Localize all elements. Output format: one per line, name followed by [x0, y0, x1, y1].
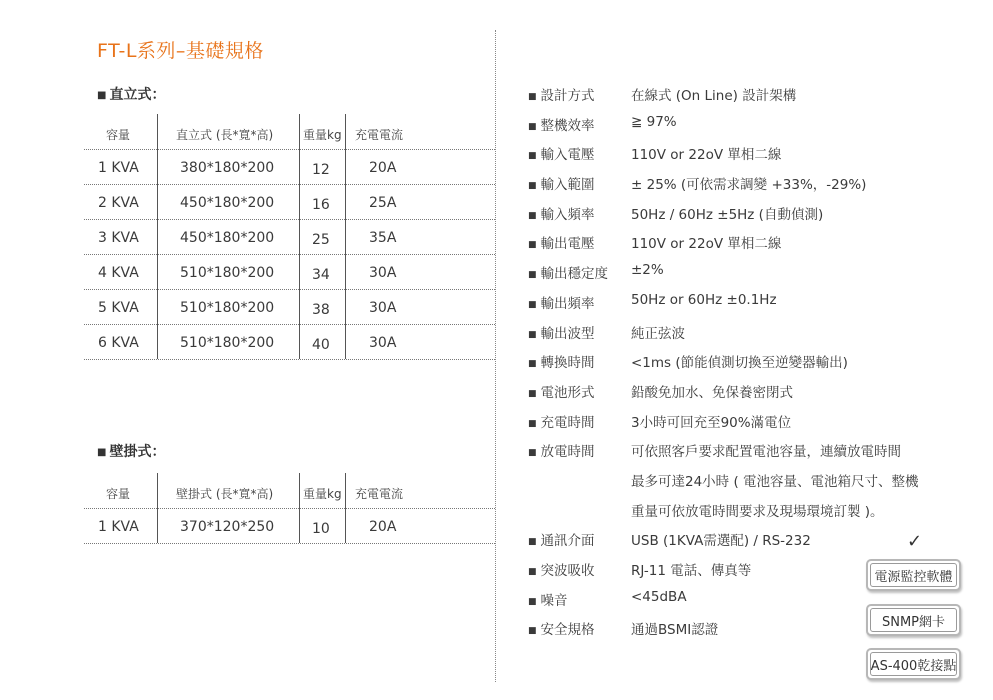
- spec-label-text: 輸出頻率: [540, 295, 595, 312]
- column-separator: [495, 30, 496, 682]
- cell-capacity: 6 KVA: [98, 335, 139, 351]
- spec-label: [528, 262, 608, 282]
- spec-bullet: ■: [528, 299, 537, 310]
- spec-label-text: 電池形式: [540, 384, 595, 401]
- spec-item: [528, 525, 928, 555]
- header-capacity: 容量: [106, 128, 131, 142]
- spec-label-text: 輸入範圍: [540, 177, 595, 194]
- spec-item: [528, 407, 928, 437]
- spec-item: [528, 80, 928, 110]
- spec-value: USB (1KVA需選配) / RS-232: [631, 533, 811, 550]
- header-dimensions: 直立式 (長*寬*高): [176, 128, 274, 142]
- section-bullet: ■: [97, 447, 107, 458]
- table-header-row: [84, 114, 495, 150]
- spec-value: 50Hz or 60Hz ±0.1Hz: [631, 291, 777, 308]
- monitoring-software-button[interactable]: 電源監控軟體: [866, 559, 961, 591]
- spec-label: [528, 84, 595, 104]
- cell-charge-current: 30A: [369, 265, 397, 281]
- spec-label-text: 突波吸收: [540, 563, 595, 579]
- spec-label: [528, 381, 595, 401]
- wall-heading: 壁掛式：: [109, 444, 166, 460]
- spec-value: RJ-11 電話、傳真等: [631, 563, 752, 579]
- wall-section-title: [97, 441, 165, 461]
- cell-weight: 34: [312, 267, 330, 283]
- spec-label-text: 整機效率: [540, 117, 595, 134]
- cell-dimensions: 450*180*200: [180, 230, 275, 246]
- header-charge-current: 充電電流: [355, 128, 404, 142]
- spec-item: [528, 199, 928, 229]
- spec-value: 50Hz / 60Hz ±5Hz (自動偵測): [631, 206, 824, 223]
- spec-bullet: ■: [528, 181, 537, 192]
- spec-label: [528, 203, 595, 223]
- spec-item: [528, 288, 928, 318]
- standing-heading: 直立式：: [109, 87, 166, 103]
- spec-label-text: 充電時間: [540, 414, 595, 431]
- spec-item: [528, 169, 928, 199]
- spec-value: 可依照客戶要求配置電池容量，連續放電時間: [631, 444, 901, 461]
- spec-label: [528, 292, 595, 312]
- spec-bullet: ■: [528, 92, 537, 102]
- cell-capacity: 1 KVA: [98, 519, 139, 535]
- spec-bullet: ■: [528, 537, 537, 548]
- cell-dimensions: 510*180*200: [180, 265, 275, 281]
- spec-label: [528, 440, 595, 460]
- cell-capacity: 5 KVA: [98, 300, 139, 316]
- cell-capacity: 4 KVA: [98, 265, 139, 281]
- spec-value: 最多可達24小時 ( 電池容量、電池箱尺寸、整機: [631, 473, 919, 490]
- cell-weight: 10: [312, 521, 330, 537]
- cell-charge-current: 20A: [369, 519, 397, 535]
- cell-dimensions: 370*120*250: [180, 519, 275, 535]
- spec-item: [528, 110, 928, 140]
- table-row: [84, 255, 495, 290]
- cell-weight: 40: [312, 337, 330, 353]
- column-divider: [299, 114, 300, 359]
- header-capacity: 容量: [106, 487, 131, 501]
- spec-value: ±2%: [631, 262, 664, 279]
- spec-item: [528, 318, 928, 348]
- spec-bullet: ■: [528, 151, 537, 162]
- page-title: FT-L系列–基礎規格: [97, 40, 264, 62]
- cell-dimensions: 380*180*200: [180, 160, 275, 176]
- spec-label-text: 通訊介面: [540, 533, 595, 550]
- spec-label-text: 轉換時間: [540, 355, 595, 372]
- table-row: [84, 185, 495, 220]
- spec-bullet: ■: [528, 210, 537, 221]
- spec-value: 重量可依放電時間要求及現場環境訂製 )。: [631, 503, 884, 520]
- spec-label: [528, 232, 595, 252]
- spec-bullet: ■: [528, 359, 537, 370]
- header-weight: 重量kg: [303, 128, 342, 142]
- spec-label: [528, 322, 595, 342]
- spec-item: [528, 466, 928, 496]
- spec-label-text: 噪音: [540, 592, 568, 609]
- column-divider: [157, 114, 158, 359]
- spec-label-text: 安全規格: [540, 622, 595, 639]
- spec-label: [528, 143, 595, 163]
- spec-bullet: ■: [528, 270, 537, 281]
- spec-label: [528, 559, 595, 579]
- cell-dimensions: 510*180*200: [180, 300, 275, 316]
- cell-charge-current: 30A: [369, 335, 397, 351]
- spec-bullet: ■: [528, 418, 537, 429]
- table-header-row: [84, 473, 495, 509]
- cell-charge-current: 25A: [369, 195, 397, 211]
- cell-dimensions: 510*180*200: [180, 335, 275, 351]
- cell-weight: 12: [312, 162, 330, 178]
- column-divider: [345, 473, 346, 543]
- cell-weight: 25: [312, 232, 330, 248]
- spec-value: 通過BSMI認證: [631, 622, 719, 639]
- header-weight: 重量kg: [303, 487, 342, 501]
- spec-value: ≧ 97%: [631, 113, 677, 130]
- table-row: [84, 220, 495, 255]
- spec-bullet: ■: [528, 388, 537, 399]
- spec-bullet: ■: [528, 121, 537, 132]
- spec-label-text: 輸入電壓: [540, 147, 595, 164]
- spec-bullet: ■: [528, 567, 537, 577]
- spec-value: <1ms (節能偵測切換至逆變器輸出): [631, 355, 848, 372]
- spec-value: 鉛酸免加水、免保養密閉式: [631, 384, 793, 401]
- cell-dimensions: 450*180*200: [180, 195, 275, 211]
- table-row: [84, 325, 495, 360]
- spec-label: [528, 114, 595, 134]
- column-divider: [299, 473, 300, 543]
- spec-label-text: 輸出電壓: [540, 236, 595, 253]
- as400-dry-contact-button[interactable]: AS-400乾接點: [866, 648, 961, 680]
- cell-charge-current: 35A: [369, 230, 397, 246]
- spec-label: [528, 589, 568, 609]
- cell-weight: 16: [312, 197, 330, 213]
- spec-value: 110V or 22oV 單相二線: [631, 236, 782, 253]
- spec-item: [528, 436, 928, 466]
- table-row: [84, 150, 495, 185]
- spec-bullet: ■: [528, 448, 537, 459]
- spec-item: [528, 228, 928, 258]
- section-bullet: ■: [97, 90, 107, 101]
- cell-capacity: 2 KVA: [98, 195, 139, 211]
- spec-label-text: 設計方式: [540, 88, 595, 104]
- check-icon: ✓: [907, 531, 923, 552]
- spec-label: [528, 529, 595, 549]
- table-row: [84, 290, 495, 325]
- spec-bullet: ■: [528, 596, 537, 607]
- spec-value: ± 25% (可依需求調變 +33%，-29%): [631, 177, 867, 194]
- spec-item: [528, 258, 928, 288]
- column-divider: [345, 114, 346, 359]
- column-divider: [157, 473, 158, 543]
- snmp-card-button[interactable]: SNMP網卡: [866, 604, 961, 636]
- spec-label: [528, 351, 595, 371]
- spec-label: [528, 411, 595, 431]
- spec-value: <45dBA: [631, 588, 687, 605]
- wall-spec-table: [84, 473, 495, 544]
- spec-label: [528, 500, 532, 516]
- spec-label-text: 輸出波型: [540, 325, 595, 342]
- spec-label: [528, 173, 595, 193]
- header-dimensions: 壁掛式 (長*寬*高): [176, 487, 274, 501]
- spec-item: [528, 496, 928, 526]
- spec-bullet: ■: [528, 626, 537, 637]
- cell-capacity: 1 KVA: [98, 160, 139, 176]
- spec-label-text: 輸出穩定度: [540, 266, 609, 283]
- spec-value: 110V or 22oV 單相二線: [631, 147, 782, 164]
- standing-section-title: [97, 84, 165, 104]
- spec-item: [528, 377, 928, 407]
- spec-bullet: ■: [528, 329, 537, 340]
- spec-label: [528, 618, 595, 638]
- spec-item: [528, 347, 928, 377]
- cell-weight: 38: [312, 302, 330, 318]
- spec-value: 3小時可回充至90%滿電位: [631, 414, 792, 431]
- spec-item: [528, 139, 928, 169]
- spec-value: 純正弦波: [631, 325, 685, 342]
- cell-charge-current: 30A: [369, 300, 397, 316]
- spec-label-text: 輸入頻率: [540, 206, 595, 223]
- spec-value: 在線式 (On Line) 設計架構: [631, 88, 797, 104]
- standing-spec-table: [84, 114, 495, 360]
- spec-bullet: ■: [528, 240, 537, 251]
- table-row: [84, 509, 495, 544]
- spec-label-text: 放電時間: [540, 444, 595, 461]
- cell-capacity: 3 KVA: [98, 230, 139, 246]
- spec-label: [528, 470, 532, 486]
- cell-charge-current: 20A: [369, 160, 397, 176]
- header-charge-current: 充電電流: [355, 487, 404, 501]
